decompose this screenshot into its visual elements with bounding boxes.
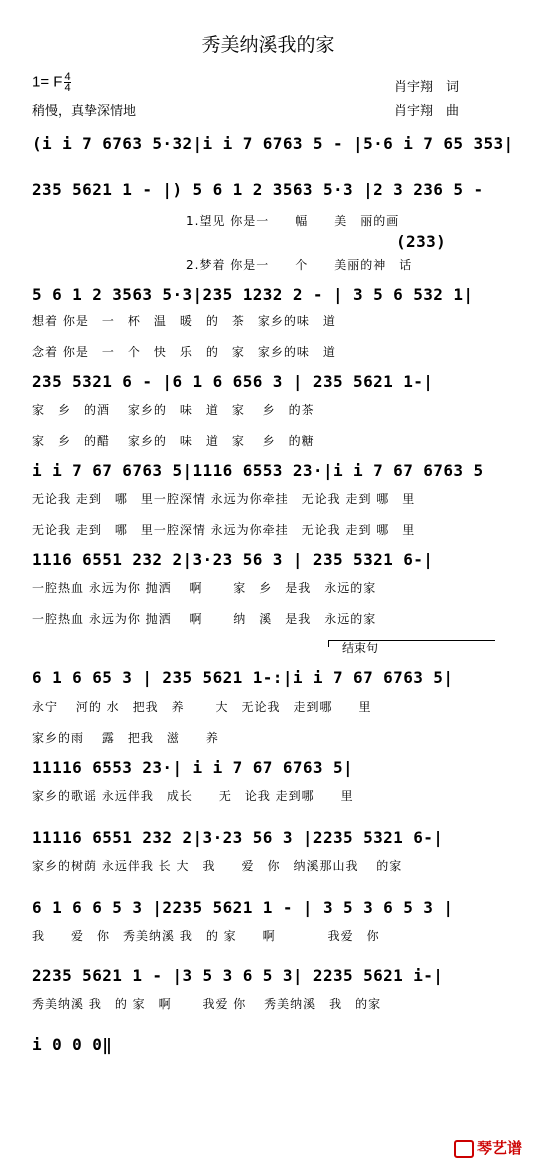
time-top: 4 [64, 71, 71, 83]
notation-line: 11116 6551 232 2|3·23 56 3 |2235 5321 6-| [32, 828, 444, 847]
lyric-line: 一腔热血 永远为你 抛洒 啊 家 乡 是我 永远的家 [32, 581, 377, 595]
piano-logo-icon [454, 1140, 474, 1158]
lyric-line: 家 乡 的酒 家乡的 味 道 家 乡 的茶 [32, 403, 315, 417]
tempo-marking: 稍慢，真挚深情地 [32, 104, 137, 119]
key-signature [32, 72, 71, 93]
lyric-line: 想着 你是 一 杯 温 暖 的 茶 家乡的味 道 [32, 314, 336, 328]
notation-line: 6 1 6 6 5 3 |2235 5621 1 - | 3 5 3 6 5 3 | [32, 898, 454, 917]
notation-line: i 0 0 0‖ [32, 1035, 113, 1054]
site-logo [454, 1137, 522, 1158]
lyric-line: 结束句 [342, 641, 379, 655]
lyric-line: 无论我 走到 哪 里一腔深情 永远为你牵挂 无论我 走到 哪 里 [32, 523, 416, 537]
notation-line: 1116 6551 232 2|3·23 56 3 | 235 5321 6-| [32, 550, 434, 569]
time-bottom: 4 [64, 82, 71, 94]
notation-line: 2235 5621 1 - |3 5 3 6 5 3| 2235 5621 i-| [32, 966, 444, 985]
notation-line: (233) [396, 232, 447, 251]
key-label: 1= F [32, 73, 63, 91]
lyric-line: 1.望见 你是一 幅 美 丽的画 [186, 214, 400, 228]
lyric-line: 2.梦着 你是一 个 美丽的神 话 [186, 258, 413, 272]
notation-line: 11116 6553 23·| i i 7 67 6763 5| [32, 758, 354, 777]
lyric-line: 念着 你是 一 个 快 乐 的 家 家乡的味 道 [32, 345, 336, 359]
lyric-line: 家乡的歌谣 永远伴我 成长 无 论我 走到哪 里 [32, 789, 354, 803]
notation-line: 5 6 1 2 3563 5·3|235 1232 2 - | 3 5 6 532 1| [32, 285, 474, 304]
notation-line: 235 5621 1 - |) 5 6 1 2 3563 5·3 |2 3 236 5 - [32, 180, 484, 199]
notation-line: (i i 7 6763 5·32|i i 7 6763 5 - |5·6 i 7 65 353| [32, 134, 514, 153]
time-signature [64, 72, 70, 93]
lyric-line: 我 爱 你 秀美纳溪 我 的 家 啊 我爱 你 [32, 929, 380, 943]
logo-text: 琴艺谱 [476, 1139, 522, 1157]
lyric-line: 一腔热血 永远为你 抛洒 啊 纳 溪 是我 永远的家 [32, 612, 377, 626]
notation-line: 6 1 6 65 3 | 235 5621 1-:|i i 7 67 6763 5| [32, 668, 454, 687]
lyric-line: 无论我 走到 哪 里一腔深情 永远为你牵挂 无论我 走到 哪 里 [32, 492, 416, 506]
lyric-line: 家乡的雨 露 把我 滋 养 [32, 731, 219, 745]
score-title: 秀美纳溪我的家 [201, 34, 335, 56]
lyric-line: 秀美纳溪 我 的 家 啊 我爱 你 秀美纳溪 我 的家 [32, 997, 382, 1011]
lyric-line: 永宁 河的 水 把我 养 大 无论我 走到哪 里 [32, 700, 372, 714]
notation-line: 235 5321 6 - |6 1 6 656 3 | 235 5621 1-| [32, 372, 434, 391]
ending-bracket [328, 640, 495, 647]
lyric-line: 家乡的树荫 永远伴我 长 大 我 爱 你 纳溪那山我 的家 [32, 859, 403, 873]
lyric-line: 家 乡 的醋 家乡的 味 道 家 乡 的糖 [32, 434, 315, 448]
composer-credit: 肖宇翔 曲 [394, 104, 460, 119]
lyricist-credit: 肖宇翔 词 [394, 80, 460, 95]
notation-line: i i 7 67 6763 5|1116 6553 23·|i i 7 67 6763 5 [32, 461, 484, 480]
